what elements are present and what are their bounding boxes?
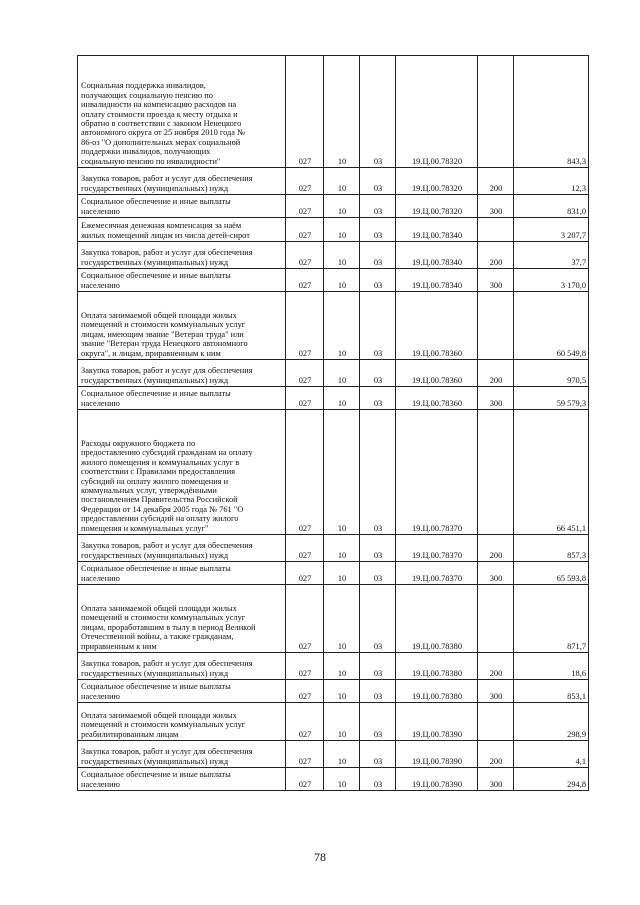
row-description: Социальное обеспечение и иные выплаты населению	[78, 269, 286, 292]
section-code: 10	[324, 680, 360, 703]
table-row	[78, 680, 589, 703]
table-row	[78, 768, 589, 791]
section-code: 10	[324, 410, 360, 535]
subsection-code: 03	[360, 535, 396, 562]
table-row	[78, 703, 589, 741]
section-code: 10	[324, 703, 360, 741]
expense-type-code: 300	[478, 680, 514, 703]
section-code: 10	[324, 218, 360, 242]
page-number: 78	[314, 850, 326, 864]
row-description: Социальное обеспечение и иные выплаты населению	[78, 562, 286, 585]
expense-type-code: 300	[478, 768, 514, 791]
amount: 843,3	[514, 56, 589, 168]
expense-type-code	[478, 56, 514, 168]
target-article-code: 19.Ц.00.78320	[396, 168, 478, 195]
row-description: Расходы окружного бюджета по предоставлению субсидий гражданам на оплату жилого помещения и коммунальных услуг в соответствии с Правилами предоставления субсидий на оплату жилого помещения и коммунальных услуг, утверждёнными постановлением Правительства Российской Федерации от 14 декабря 2005 года № 761 "О предоставлении субсидий на оплату жилого помещения и коммунальных услуг"	[78, 410, 286, 535]
subsection-code: 03	[360, 768, 396, 791]
section-code: 10	[324, 269, 360, 292]
expense-type-code	[478, 292, 514, 360]
target-article-code: 19.Ц.00.78320	[396, 195, 478, 218]
expense-type-code: 200	[478, 535, 514, 562]
target-article-code: 19.Ц.00.78380	[396, 680, 478, 703]
amount: 298,9	[514, 703, 589, 741]
expense-type-code: 200	[478, 741, 514, 768]
target-article-code: 19.Ц.00.78360	[396, 292, 478, 360]
row-description: Закупка товаров, работ и услуг для обеспечения государственных (муниципальных) нужд	[78, 535, 286, 562]
expense-type-code	[478, 410, 514, 535]
table-row	[78, 242, 589, 269]
subsection-code: 03	[360, 741, 396, 768]
section-code: 10	[324, 387, 360, 410]
subsection-code: 03	[360, 195, 396, 218]
table-row	[78, 168, 589, 195]
row-description: Социальное обеспечение и иные выплаты населению	[78, 195, 286, 218]
amount: 3 170,0	[514, 269, 589, 292]
admin-code: 027	[286, 387, 324, 410]
admin-code: 027	[286, 535, 324, 562]
subsection-code: 03	[360, 680, 396, 703]
admin-code: 027	[286, 410, 324, 535]
admin-code: 027	[286, 242, 324, 269]
target-article-code: 19.Ц.00.78380	[396, 585, 478, 653]
section-code: 10	[324, 741, 360, 768]
subsection-code: 03	[360, 387, 396, 410]
row-description: Закупка товаров, работ и услуг для обеспечения государственных (муниципальных) нужд	[78, 653, 286, 680]
admin-code: 027	[286, 56, 324, 168]
admin-code: 027	[286, 562, 324, 585]
row-description: Оплата занимаемой общей площади жилых помещений и стоимости коммунальных услуг лицам, имеющим звание "Ветеран труда" или звание "Ветеран труда Ненецкого автономного округа", и лицам, приравненным к ним	[78, 292, 286, 360]
expense-type-code	[478, 585, 514, 653]
admin-code: 027	[286, 768, 324, 791]
expense-type-code: 300	[478, 195, 514, 218]
row-description: Оплата занимаемой общей площади жилых помещений и стоимости коммунальных услуг лицам, проработавшим в тылу в период Великой Отечественной войны, а также гражданам, приравненным к ним	[78, 585, 286, 653]
subsection-code: 03	[360, 56, 396, 168]
expense-type-code: 300	[478, 387, 514, 410]
admin-code: 027	[286, 653, 324, 680]
section-code: 10	[324, 535, 360, 562]
section-code: 10	[324, 168, 360, 195]
row-description: Ежемесячная денежная компенсация за наём жилых помещений лицам из числа детей-сирот	[78, 218, 286, 242]
subsection-code: 03	[360, 360, 396, 387]
expense-type-code: 200	[478, 360, 514, 387]
row-description: Закупка товаров, работ и услуг для обеспечения государственных (муниципальных) нужд	[78, 168, 286, 195]
table-row	[78, 653, 589, 680]
target-article-code: 19.Ц.00.78390	[396, 768, 478, 791]
target-article-code: 19.Ц.00.78390	[396, 703, 478, 741]
amount: 37,7	[514, 242, 589, 269]
expense-type-code	[478, 218, 514, 242]
row-description: Социальная поддержка инвалидов, получающих социальную пенсию по инвалидности на компенсацию расходов на оплату стоимости проезда к месту отдыха и обратно в соответствии с законом Ненецкого автономного округа от 25 ноября 2010 года № 86-оз "О дополнительных мерах социальной поддержки инвалидов, получающих социальную пенсию по инвалидности"	[78, 56, 286, 168]
table-row	[78, 585, 589, 653]
row-description: Социальное обеспечение и иные выплаты населению	[78, 680, 286, 703]
admin-code: 027	[286, 680, 324, 703]
admin-code: 027	[286, 360, 324, 387]
table-row	[78, 562, 589, 585]
expense-type-code: 200	[478, 653, 514, 680]
target-article-code: 19.Ц.00.78320	[396, 56, 478, 168]
subsection-code: 03	[360, 653, 396, 680]
budget-table	[77, 55, 589, 791]
target-article-code: 19.Ц.00.78340	[396, 269, 478, 292]
expense-type-code: 300	[478, 562, 514, 585]
row-description: Закупка товаров, работ и услуг для обеспечения государственных (муниципальных) нужд	[78, 242, 286, 269]
section-code: 10	[324, 768, 360, 791]
amount: 3 207,7	[514, 218, 589, 242]
target-article-code: 19.Ц.00.78360	[396, 387, 478, 410]
row-description: Оплата занимаемой общей площади жилых помещений и стоимости коммунальных услуг реабилитированным лицам	[78, 703, 286, 741]
row-description: Закупка товаров, работ и услуг для обеспечения государственных (муниципальных) нужд	[78, 360, 286, 387]
amount: 831,0	[514, 195, 589, 218]
admin-code: 027	[286, 168, 324, 195]
section-code: 10	[324, 653, 360, 680]
admin-code: 027	[286, 741, 324, 768]
admin-code: 027	[286, 585, 324, 653]
section-code: 10	[324, 360, 360, 387]
subsection-code: 03	[360, 703, 396, 741]
subsection-code: 03	[360, 585, 396, 653]
amount: 59 579,3	[514, 387, 589, 410]
target-article-code: 19.Ц.00.78370	[396, 535, 478, 562]
table-row	[78, 292, 589, 360]
admin-code: 027	[286, 218, 324, 242]
table-row	[78, 535, 589, 562]
expense-type-code: 200	[478, 168, 514, 195]
admin-code: 027	[286, 292, 324, 360]
amount: 18,6	[514, 653, 589, 680]
section-code: 10	[324, 195, 360, 218]
subsection-code: 03	[360, 218, 396, 242]
amount: 12,3	[514, 168, 589, 195]
subsection-code: 03	[360, 242, 396, 269]
amount: 970,5	[514, 360, 589, 387]
section-code: 10	[324, 56, 360, 168]
subsection-code: 03	[360, 292, 396, 360]
admin-code: 027	[286, 195, 324, 218]
expense-type-code: 200	[478, 242, 514, 269]
amount: 857,3	[514, 535, 589, 562]
expense-type-code: 300	[478, 269, 514, 292]
target-article-code: 19.Ц.00.78340	[396, 242, 478, 269]
table-row	[78, 56, 589, 168]
subsection-code: 03	[360, 410, 396, 535]
amount: 60 549,8	[514, 292, 589, 360]
table-row	[78, 410, 589, 535]
amount: 65 593,8	[514, 562, 589, 585]
target-article-code: 19.Ц.00.78340	[396, 218, 478, 242]
subsection-code: 03	[360, 562, 396, 585]
target-article-code: 19.Ц.00.78390	[396, 741, 478, 768]
amount: 294,8	[514, 768, 589, 791]
section-code: 10	[324, 292, 360, 360]
expense-type-code	[478, 703, 514, 741]
target-article-code: 19.Ц.00.78370	[396, 410, 478, 535]
table-row	[78, 741, 589, 768]
target-article-code: 19.Ц.00.78370	[396, 562, 478, 585]
amount: 853,1	[514, 680, 589, 703]
section-code: 10	[324, 585, 360, 653]
row-description: Социальное обеспечение и иные выплаты населению	[78, 387, 286, 410]
table-row	[78, 360, 589, 387]
section-code: 10	[324, 242, 360, 269]
table-row	[78, 269, 589, 292]
admin-code: 027	[286, 269, 324, 292]
amount: 871,7	[514, 585, 589, 653]
row-description: Закупка товаров, работ и услуг для обеспечения государственных (муниципальных) нужд	[78, 741, 286, 768]
amount: 4,1	[514, 741, 589, 768]
target-article-code: 19.Ц.00.78360	[396, 360, 478, 387]
table-row	[78, 387, 589, 410]
table-row	[78, 218, 589, 242]
row-description: Социальное обеспечение и иные выплаты населению	[78, 768, 286, 791]
section-code: 10	[324, 562, 360, 585]
subsection-code: 03	[360, 168, 396, 195]
target-article-code: 19.Ц.00.78380	[396, 653, 478, 680]
admin-code: 027	[286, 703, 324, 741]
amount: 66 451,1	[514, 410, 589, 535]
subsection-code: 03	[360, 269, 396, 292]
table-row	[78, 195, 589, 218]
